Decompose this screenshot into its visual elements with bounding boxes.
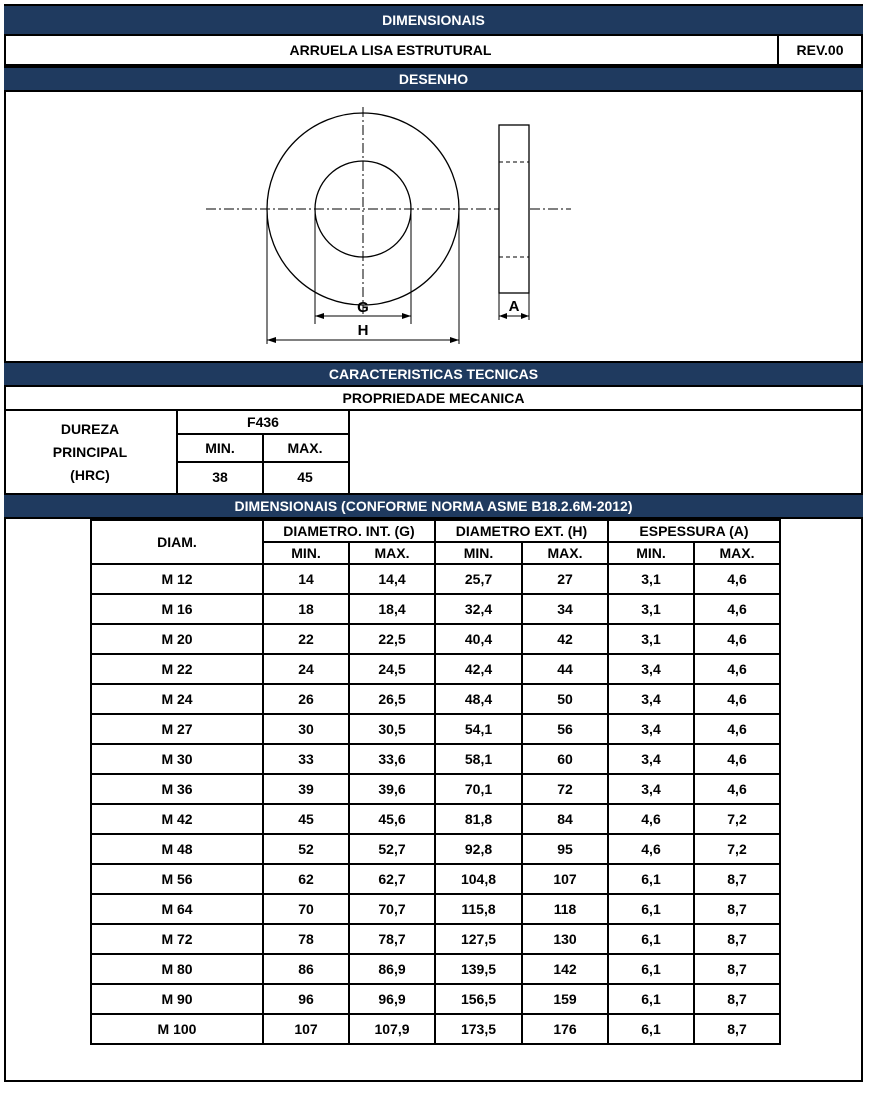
cell-int-max: 18,4: [349, 594, 435, 624]
h-arrow-right: [450, 337, 459, 343]
cell-ext-max: 142: [522, 954, 608, 984]
header-internal-diameter: DIAMETRO. INT. (G): [263, 520, 435, 542]
cell-thk-min: 3,4: [608, 744, 694, 774]
cell-thk-max: 8,7: [694, 894, 780, 924]
cell-int-max: 52,7: [349, 834, 435, 864]
cell-thk-min: 3,4: [608, 714, 694, 744]
cell-thk-min: 6,1: [608, 894, 694, 924]
cell-int-max: 62,7: [349, 864, 435, 894]
cell-ext-min: 127,5: [435, 924, 522, 954]
cell-ext-max: 50: [522, 684, 608, 714]
hardness-min-label: MIN.: [176, 435, 264, 463]
cell-diam: M 90: [91, 984, 263, 1014]
cell-diam: M 48: [91, 834, 263, 864]
cell-diam: M 27: [91, 714, 263, 744]
a-arrow-right: [521, 313, 529, 319]
g-arrow-left: [315, 313, 324, 319]
cell-thk-min: 6,1: [608, 984, 694, 1014]
cell-ext-max: 118: [522, 894, 608, 924]
cell-ext-min: 48,4: [435, 684, 522, 714]
table-row: [91, 564, 780, 594]
table-row: [91, 984, 780, 1014]
cell-ext-min: 156,5: [435, 984, 522, 1014]
title-bar: [4, 4, 863, 36]
cell-int-min: 52: [263, 834, 349, 864]
product-name: ARRUELA LISA ESTRUTURAL: [4, 36, 779, 64]
cell-ext-min: 58,1: [435, 744, 522, 774]
table-row: [91, 894, 780, 924]
header-thk-min: MIN.: [608, 542, 694, 564]
cell-int-max: 22,5: [349, 624, 435, 654]
table-row: [91, 714, 780, 744]
cell-diam: M 72: [91, 924, 263, 954]
cell-ext-max: 60: [522, 744, 608, 774]
cell-int-max: 30,5: [349, 714, 435, 744]
mechanical-property-row: [4, 387, 863, 411]
hardness-block: [4, 411, 863, 493]
cell-thk-min: 6,1: [608, 924, 694, 954]
table-row: [91, 804, 780, 834]
cell-int-max: 107,9: [349, 1014, 435, 1044]
cell-ext-min: 54,1: [435, 714, 522, 744]
cell-int-min: 18: [263, 594, 349, 624]
g-arrow-right: [402, 313, 411, 319]
mechanical-property-title: PROPRIEDADE MECANICA: [342, 390, 525, 406]
cell-diam: M 64: [91, 894, 263, 924]
cell-thk-min: 4,6: [608, 804, 694, 834]
cell-ext-max: 27: [522, 564, 608, 594]
cell-diam: M 36: [91, 774, 263, 804]
cell-int-max: 78,7: [349, 924, 435, 954]
cell-int-min: 78: [263, 924, 349, 954]
table-body: [91, 564, 780, 1044]
cell-int-min: 14: [263, 564, 349, 594]
cell-int-max: 26,5: [349, 684, 435, 714]
cell-ext-max: 42: [522, 624, 608, 654]
cell-diam: M 100: [91, 1014, 263, 1044]
cell-ext-min: 42,4: [435, 654, 522, 684]
table-row: [91, 774, 780, 804]
table-row: [91, 834, 780, 864]
cell-thk-min: 4,6: [608, 834, 694, 864]
cell-int-min: 24: [263, 654, 349, 684]
header-thickness: ESPESSURA (A): [608, 520, 780, 542]
cell-int-min: 26: [263, 684, 349, 714]
cell-thk-max: 4,6: [694, 594, 780, 624]
cell-diam: M 80: [91, 954, 263, 984]
cell-int-min: 45: [263, 804, 349, 834]
cell-int-min: 30: [263, 714, 349, 744]
cell-ext-max: 176: [522, 1014, 608, 1044]
washer-drawing: [6, 92, 861, 360]
cell-int-min: 62: [263, 864, 349, 894]
cell-int-min: 39: [263, 774, 349, 804]
hardness-min-value: 38: [176, 461, 264, 493]
cell-thk-min: 3,1: [608, 594, 694, 624]
cell-int-max: 24,5: [349, 654, 435, 684]
table-row: [91, 594, 780, 624]
cell-ext-min: 40,4: [435, 624, 522, 654]
cell-thk-max: 4,6: [694, 654, 780, 684]
header-thk-max: MAX.: [694, 542, 780, 564]
cell-int-max: 45,6: [349, 804, 435, 834]
cell-thk-min: 3,4: [608, 684, 694, 714]
hardness-label-line3: (HRC): [70, 466, 110, 483]
hardness-label-line1: DUREZA: [60, 420, 120, 437]
hardness-max-label: MAX.: [262, 435, 350, 463]
tech-bar: [4, 361, 863, 387]
cell-ext-max: 95: [522, 834, 608, 864]
a-label: A: [508, 298, 520, 315]
header-int-max: MAX.: [349, 542, 435, 564]
cell-ext-max: 107: [522, 864, 608, 894]
table-row: [91, 1014, 780, 1044]
cell-int-max: 86,9: [349, 954, 435, 984]
cell-thk-max: 8,7: [694, 924, 780, 954]
cell-int-min: 70: [263, 894, 349, 924]
cell-thk-min: 3,4: [608, 774, 694, 804]
table-row: [91, 654, 780, 684]
cell-diam: M 20: [91, 624, 263, 654]
cell-diam: M 42: [91, 804, 263, 834]
cell-ext-max: 72: [522, 774, 608, 804]
cell-thk-max: 7,2: [694, 834, 780, 864]
cell-ext-min: 115,8: [435, 894, 522, 924]
cell-ext-max: 44: [522, 654, 608, 684]
table-row: [91, 624, 780, 654]
cell-diam: M 22: [91, 654, 263, 684]
cell-ext-min: 32,4: [435, 594, 522, 624]
revision-label: REV.00: [796, 42, 844, 58]
dimensions-bar: [4, 493, 863, 519]
cell-thk-min: 6,1: [608, 954, 694, 984]
tech-title: CARACTERISTICAS TECNICAS: [328, 366, 539, 382]
cell-thk-min: 6,1: [608, 864, 694, 894]
cell-thk-max: 7,2: [694, 804, 780, 834]
cell-diam: M 16: [91, 594, 263, 624]
cell-thk-min: 6,1: [608, 1014, 694, 1044]
header-ext-max: MAX.: [522, 542, 608, 564]
table-row: [91, 684, 780, 714]
cell-ext-min: 104,8: [435, 864, 522, 894]
cell-ext-min: 92,8: [435, 834, 522, 864]
cell-thk-min: 3,4: [608, 654, 694, 684]
hardness-max-value: 45: [262, 461, 350, 493]
cell-diam: M 12: [91, 564, 263, 594]
cell-ext-max: 84: [522, 804, 608, 834]
a-arrow-left: [499, 313, 507, 319]
dimensions-title: DIMENSIONAIS (CONFORME NORMA ASME B18.2.6M-2012): [234, 498, 633, 514]
cell-int-min: 107: [263, 1014, 349, 1044]
cell-int-max: 39,6: [349, 774, 435, 804]
cell-diam: M 56: [91, 864, 263, 894]
table-row: [91, 864, 780, 894]
cell-thk-max: 4,6: [694, 714, 780, 744]
cell-thk-min: 3,1: [608, 564, 694, 594]
cell-int-min: 33: [263, 744, 349, 774]
hardness-label: [4, 411, 176, 493]
product-row: [4, 36, 863, 66]
hardness-label-line2: PRINCIPAL: [52, 443, 128, 460]
cell-int-max: 70,7: [349, 894, 435, 924]
cell-int-min: 96: [263, 984, 349, 1014]
cell-ext-min: 25,7: [435, 564, 522, 594]
cell-ext-max: 130: [522, 924, 608, 954]
header-int-min: MIN.: [263, 542, 349, 564]
cell-thk-max: 8,7: [694, 984, 780, 1014]
table-row: [91, 744, 780, 774]
cell-int-max: 96,9: [349, 984, 435, 1014]
grade-label: F436: [176, 411, 350, 435]
table-row: [91, 954, 780, 984]
h-label: H: [357, 322, 369, 339]
cell-ext-min: 139,5: [435, 954, 522, 984]
cell-ext-min: 173,5: [435, 1014, 522, 1044]
header-external-diameter: DIAMETRO EXT. (H): [435, 520, 608, 542]
cell-thk-max: 4,6: [694, 684, 780, 714]
cell-int-max: 14,4: [349, 564, 435, 594]
cell-thk-max: 8,7: [694, 954, 780, 984]
cell-thk-max: 4,6: [694, 564, 780, 594]
document-title: DIMENSIONAIS: [382, 12, 485, 28]
g-label: G: [357, 299, 369, 316]
cell-diam: M 30: [91, 744, 263, 774]
table-header-row-1: [91, 520, 780, 542]
washer-side-view: [499, 125, 529, 293]
cell-int-min: 22: [263, 624, 349, 654]
h-arrow-left: [267, 337, 276, 343]
drawing-title: DESENHO: [398, 71, 469, 87]
cell-ext-max: 34: [522, 594, 608, 624]
cell-ext-max: 159: [522, 984, 608, 1014]
cell-thk-min: 3,1: [608, 624, 694, 654]
cell-ext-min: 70,1: [435, 774, 522, 804]
cell-int-min: 86: [263, 954, 349, 984]
cell-diam: M 24: [91, 684, 263, 714]
table-row: [91, 924, 780, 954]
cell-ext-min: 81,8: [435, 804, 522, 834]
cell-int-max: 33,6: [349, 744, 435, 774]
header-diam: DIAM.: [91, 520, 263, 564]
dimensions-table: [90, 519, 781, 1045]
cell-thk-max: 4,6: [694, 624, 780, 654]
drawing-bar: [4, 66, 863, 92]
cell-thk-max: 8,7: [694, 1014, 780, 1044]
cell-thk-max: 4,6: [694, 744, 780, 774]
header-ext-min: MIN.: [435, 542, 522, 564]
cell-thk-max: 8,7: [694, 864, 780, 894]
cell-thk-max: 4,6: [694, 774, 780, 804]
cell-ext-max: 56: [522, 714, 608, 744]
